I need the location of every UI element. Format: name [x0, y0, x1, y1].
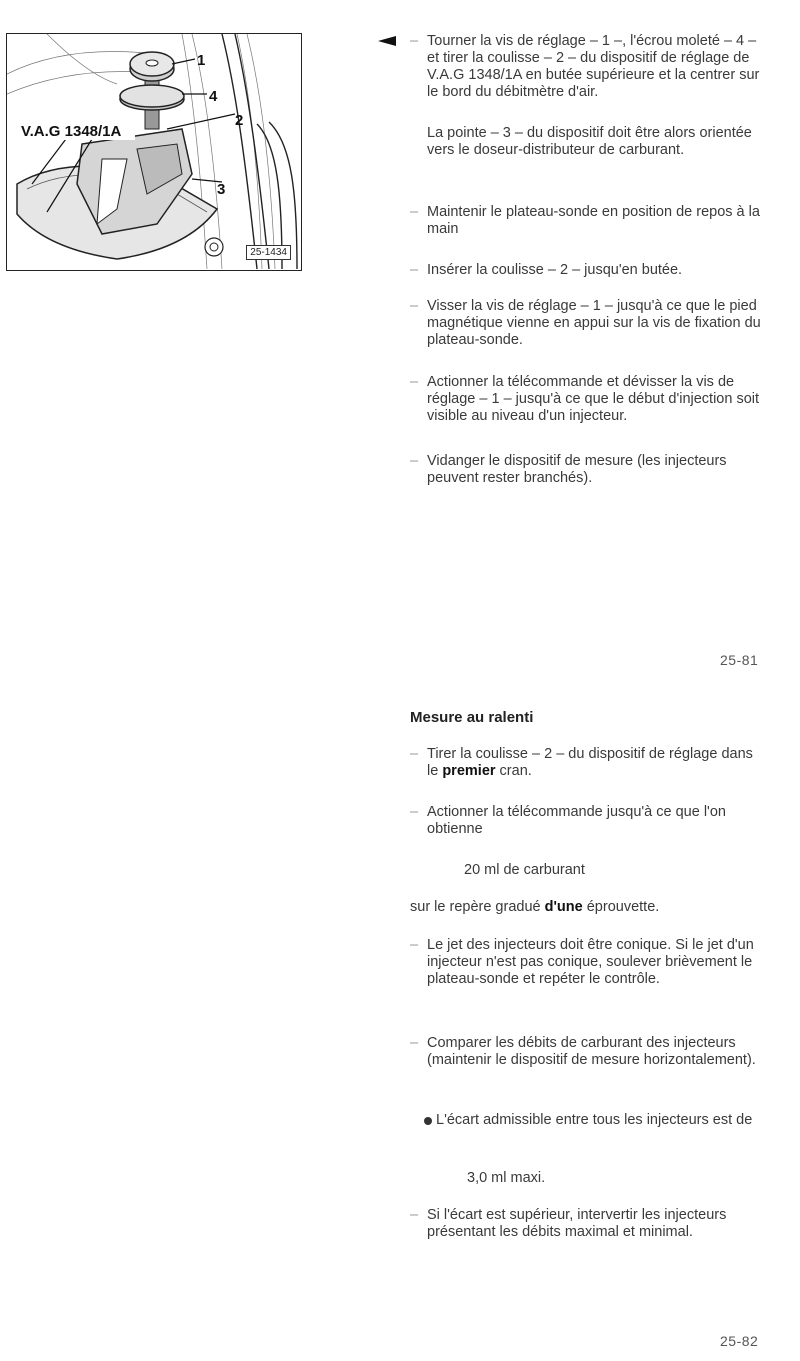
- list-item: [410, 374, 766, 425]
- dash-marker: –: [410, 298, 419, 314]
- callout-3: 3: [217, 181, 226, 198]
- bullet-text: L'écart admissible entre tous les injecteurs est de: [436, 1112, 753, 1128]
- tool-label: V.A.G 1348/1A: [21, 123, 122, 140]
- step-text: Vidanger le dispositif de mesure (les injecteurs peuvent rester branchés).: [427, 453, 727, 486]
- dash-marker: –: [410, 204, 419, 220]
- dash-marker: –: [410, 1207, 419, 1223]
- list-item: [410, 1035, 766, 1069]
- step-text: Actionner la télécommande et dévisser la vis de réglage – 1 – jusqu'à ce que le début d'injection soit visible au niveau d'un injecteur.: [427, 374, 760, 424]
- step-text: Si l'écart est supérieur, intervertir les injecteurs présentant les débits maximal et minimal.: [427, 1207, 727, 1240]
- dash-marker: –: [410, 937, 419, 953]
- step-text: Actionner la télécommande jusqu'à ce que l'on obtienne: [427, 804, 726, 837]
- list-item: [410, 746, 766, 780]
- callout-4: 4: [209, 88, 218, 105]
- list-item: [410, 262, 766, 279]
- value-line: 3,0 ml maxi.: [467, 1170, 546, 1186]
- bullet-dot-icon: [424, 1117, 432, 1125]
- figure-reference: 25-1434: [246, 245, 291, 260]
- dash-marker: –: [410, 746, 419, 762]
- step-text: Maintenir le plateau-sonde en position de repos à la main: [427, 204, 760, 237]
- list-item: [410, 204, 766, 238]
- list-item: [410, 804, 766, 838]
- list-item: [410, 453, 766, 487]
- dash-marker: –: [410, 453, 419, 469]
- step-text: Insérer la coulisse – 2 – jusqu'en butée.: [427, 262, 683, 278]
- pointer-arrow-icon: [378, 36, 396, 46]
- technical-illustration: [6, 33, 302, 271]
- callout-1: 1: [197, 52, 206, 69]
- step-text: Comparer les débits de carburant des injecteurs (maintenir le dispositif de mesure horizontalement).: [427, 1035, 756, 1068]
- list-item: [410, 1207, 766, 1241]
- step-text: Tourner la vis de réglage – 1 –, l'écrou moleté – 4 – et tirer la coulisse – 2 – du dispositif de réglage de V.A.G 1348/1A en butée supérieure et la centrer sur le bord du débitmètre d'air.: [427, 33, 760, 100]
- list-item: [410, 937, 766, 988]
- list-item: [410, 33, 766, 101]
- page-number: 25-82: [720, 1333, 759, 1349]
- dash-marker: –: [410, 262, 419, 278]
- dash-marker: –: [410, 374, 419, 390]
- page-number: 25-81: [720, 652, 759, 668]
- callout-2: 2: [235, 112, 244, 129]
- step-text: Visser la vis de réglage – 1 – jusqu'à ce que le pied magnétique vienne en appui sur la vis de fixation du plateau-sonde.: [427, 298, 761, 348]
- list-item: [410, 298, 766, 349]
- paragraph: sur le repère gradué d'une éprouvette.: [410, 899, 660, 915]
- value-line: 20 ml de carburant: [464, 862, 585, 878]
- dash-marker: –: [410, 33, 419, 49]
- section-heading: Mesure au ralenti: [410, 709, 534, 726]
- dash-marker: –: [410, 804, 419, 820]
- note-paragraph: La pointe – 3 – du dispositif doit être alors orientée vers le doseur-distributeur de carburant.: [427, 125, 752, 158]
- step-text: Le jet des injecteurs doit être conique. Si le jet d'un injecteur n'est pas conique, soulever brièvement le plateau-sonde et repéter le contrôle.: [427, 937, 754, 987]
- dash-marker: –: [410, 1035, 419, 1051]
- step-text: Tirer la coulisse – 2 – du dispositif de réglage dans le premier cran.: [427, 746, 753, 779]
- illustration-drawing: [7, 34, 300, 269]
